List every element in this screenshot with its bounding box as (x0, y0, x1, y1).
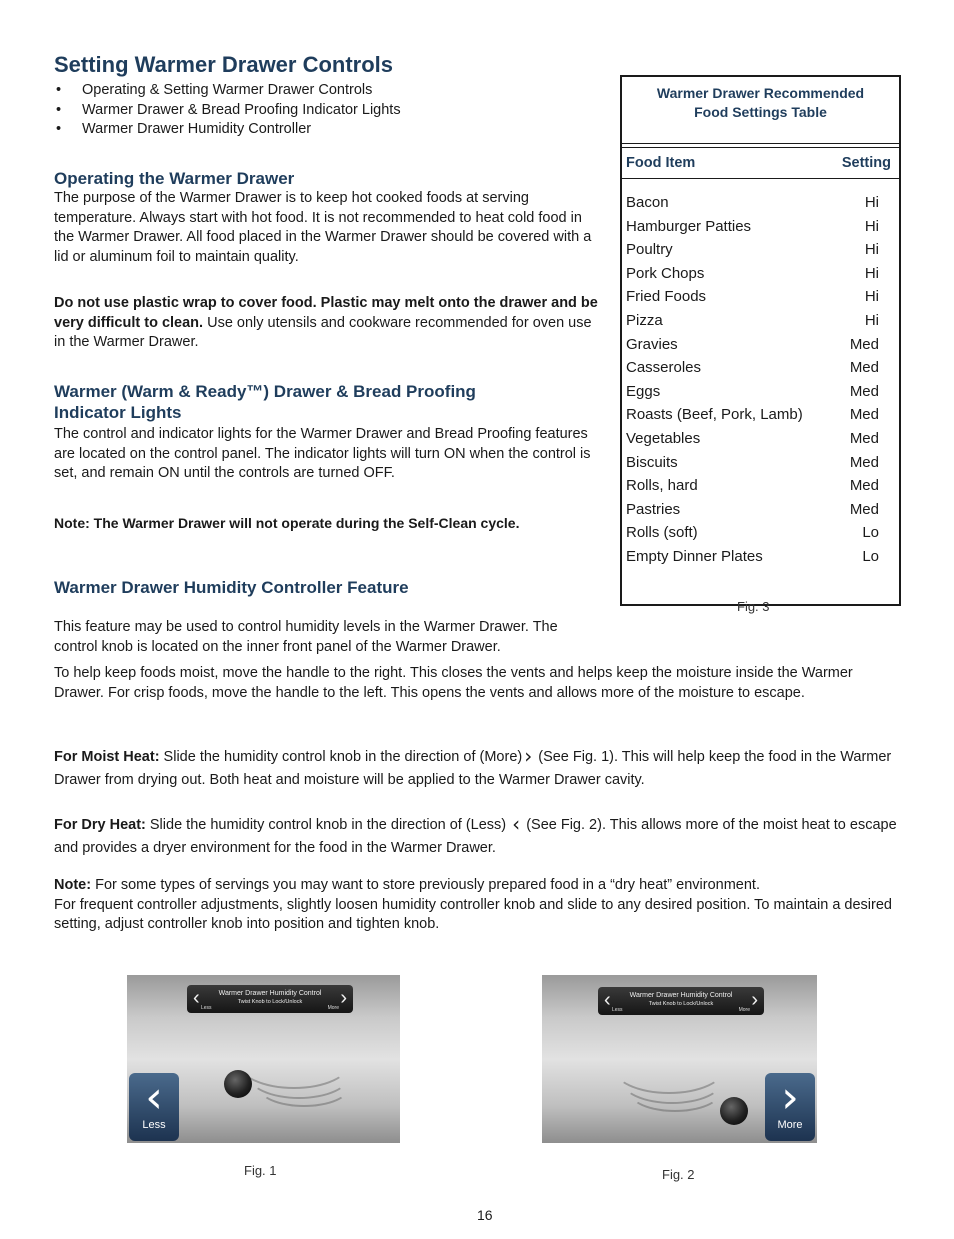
food-item-cell: Rolls, hard (626, 477, 698, 495)
dry-heat-paragraph (54, 813, 914, 860)
setting-cell: Med (849, 382, 879, 400)
fig2-photo (542, 975, 817, 1143)
panel-title: Warmer Drawer Humidity Control (218, 990, 322, 997)
setting-cell: Lo (862, 524, 879, 542)
indicator-paragraph: The control and indicator lights for the Warmer Drawer and Bread Proofing features are located on the control panel. The indicator lights will turn ON when the control is set, and remain ON until the controls are turned OFF. (54, 426, 591, 481)
moist-heat-label: For Moist Heat: (54, 749, 160, 765)
panel-less-label: Less (201, 1005, 212, 1011)
chevron-left-icon: ‹ (145, 1072, 163, 1123)
operating-heading: Operating the Warmer Drawer (54, 169, 295, 188)
setting-cell: Hi (864, 217, 879, 235)
chevron-left-icon: ‹ (193, 987, 200, 1009)
food-item-cell: Roasts (Beef, Pork, Lamb) (626, 406, 803, 424)
setting-cell: Med (849, 335, 879, 353)
indicator-section (54, 381, 606, 484)
moist-heat-paragraph (54, 745, 904, 792)
food-item-cell: Vegetables (626, 429, 701, 447)
more-badge (765, 1073, 815, 1141)
table-row (622, 215, 899, 239)
table-row (622, 498, 899, 522)
food-item-cell: Bacon (626, 194, 669, 211)
operating-paragraph: The purpose of the Warmer Drawer is to keep hot cooked foods at serving temperature. Always start with hot food. It is not recommended to heat cold food in the Warmer Drawer. All food placed in the Warmer Drawer should be covered with a lid or aluminum foil to maintain quality. (54, 190, 592, 265)
food-item-cell: Gravies (626, 335, 678, 353)
control-label-panel (187, 985, 353, 1013)
humidity-knob (224, 1070, 252, 1098)
note-text-2: For frequent controller adjustments, slightly loosen humidity controller knob and slide to any desired position. To maintain a desired setting, adjust controller knob into position and tighten knob. (54, 896, 892, 932)
column-header-setting: Setting (841, 155, 891, 171)
fig3-caption: Fig. 3 (737, 599, 770, 614)
food-settings-table (620, 75, 901, 606)
food-item-cell: Pizza (626, 311, 663, 329)
table-row (622, 403, 899, 427)
setting-cell: Hi (864, 194, 879, 211)
panel-subtitle: Twist Knob to Lock/Unlock (237, 999, 303, 1005)
bullet-item: • Warmer Drawer Humidity Controller (54, 120, 574, 140)
food-item-cell: Eggs (626, 382, 661, 400)
fig2-caption: Fig. 2 (662, 1167, 695, 1182)
chevron-left-icon: ‹ (512, 812, 521, 836)
less-badge (129, 1073, 179, 1141)
table-row (622, 309, 899, 333)
moist-heat-text: Slide the humidity control knob in the direction of (More) (159, 749, 523, 765)
table-row (622, 521, 899, 545)
chevron-right-icon: › (751, 989, 758, 1011)
dry-heat-text: Slide the humidity control knob in the direction of (Less) (145, 817, 511, 833)
vent-slot (628, 1070, 722, 1112)
setting-cell: Med (849, 406, 879, 424)
table-row (622, 427, 899, 451)
panel-less-label: Less (612, 1007, 623, 1013)
table-row (622, 191, 899, 215)
chevron-right-icon: › (340, 987, 347, 1009)
setting-cell: Lo (862, 547, 879, 565)
humidity-heading: Warmer Drawer Humidity Controller Feature (54, 578, 409, 597)
page-number: 16 (477, 1207, 493, 1223)
column-header-food: Food Item (626, 155, 696, 171)
food-item-cell: Fried Foods (626, 288, 707, 306)
fig1-photo (127, 975, 400, 1143)
table-row (622, 333, 899, 357)
page-title: Setting Warmer Drawer Controls (54, 52, 394, 77)
humidity-paragraph-1: This feature may be used to control humidity levels in the Warmer Drawer. The control knob is located on the inner front panel of the Warmer Drawer. (54, 619, 558, 655)
food-item-cell: Biscuits (626, 453, 678, 471)
panel-subtitle: Twist Knob to Lock/Unlock (648, 1001, 714, 1007)
section-bullet-list (54, 81, 574, 140)
less-badge-label: Less (142, 1119, 166, 1131)
more-badge-label: More (777, 1119, 803, 1131)
setting-cell: Hi (864, 288, 879, 306)
moist-heat-text-cont: (See Fig. 1). This will help keep the food in the Warmer Drawer from drying out. Both heat and moisture will be applied to the Warmer Drawer cavity. (54, 749, 892, 788)
table-row (622, 451, 899, 475)
indicator-heading-line1: Warmer (Warm & Ready™) Drawer & Bread Proofing (54, 382, 476, 401)
setting-cell: Med (849, 500, 879, 518)
control-label-panel (598, 987, 764, 1015)
note-text: For some types of servings you may want to store previously prepared food in a “dry heat” environment. (91, 877, 760, 893)
setting-cell: Hi (864, 311, 879, 329)
panel-title: Warmer Drawer Humidity Control (629, 992, 733, 999)
fig1-caption: Fig. 1 (244, 1163, 277, 1178)
setting-cell: Med (849, 453, 879, 471)
warning-text: Use only utensils and cookware recommended for oven use in the Warmer Drawer. (54, 314, 592, 350)
table-caption (622, 77, 899, 144)
table-row (622, 380, 899, 404)
table-row (622, 262, 899, 286)
table-row (622, 238, 899, 262)
bullet-item: • Operating & Setting Warmer Drawer Controls (54, 81, 574, 101)
panel-more-label: More (738, 1007, 750, 1013)
table-caption-line2: Food Settings Table (694, 104, 827, 120)
table-header (622, 147, 899, 179)
food-item-cell: Empty Dinner Plates (626, 547, 763, 565)
table-body (622, 179, 899, 569)
operating-section (54, 168, 602, 267)
humidity-note (54, 876, 909, 935)
bullet-item: • Warmer Drawer & Bread Proofing Indicator Lights (54, 101, 574, 121)
table-row (622, 545, 899, 569)
self-clean-note: Note: The Warmer Drawer will not operate during the Self-Clean cycle. (54, 515, 520, 531)
table-row (622, 474, 899, 498)
chevron-left-icon: ‹ (604, 989, 611, 1011)
setting-cell: Hi (864, 264, 879, 282)
dry-heat-label: For Dry Heat: (54, 817, 146, 833)
dry-heat-text-cont: (See Fig. 2). This allows more of the moist heat to escape and provides a dryer environment for the food in the Warmer Drawer. (54, 817, 897, 856)
panel-more-label: More (327, 1005, 339, 1011)
setting-cell: Hi (864, 241, 879, 259)
setting-cell: Med (849, 477, 879, 495)
plastic-wrap-warning (54, 294, 606, 353)
warning-bold-text: Do not use plastic wrap to cover food. Plastic may melt onto the drawer and be very difficult to clean. (54, 295, 598, 331)
setting-cell: Med (849, 429, 879, 447)
food-item-cell: Pork Chops (626, 264, 705, 282)
food-item-cell: Pastries (626, 500, 681, 518)
setting-cell: Med (849, 359, 879, 377)
food-item-cell: Hamburger Patties (626, 217, 752, 235)
humidity-paragraph-2: To help keep foods moist, move the handle to the right. This closes the vents and helps keep the moisture inside the Warmer Drawer. For crisp foods, move the handle to the left. This opens the vents and allows more of the moisture to escape. (54, 665, 853, 701)
vent-slot (257, 1065, 351, 1107)
table-caption-line1: Warmer Drawer Recommended (656, 85, 865, 101)
food-item-cell: Poultry (626, 241, 673, 259)
table-row (622, 356, 899, 380)
chevron-right-icon: › (781, 1072, 799, 1123)
table-row (622, 285, 899, 309)
food-item-cell: Casseroles (626, 359, 702, 377)
note-label: Note: (54, 877, 92, 893)
food-item-cell: Rolls (soft) (626, 524, 698, 542)
humidity-knob (720, 1097, 748, 1125)
indicator-heading-line2: Indicator Lights (54, 403, 182, 422)
chevron-right-icon: › (524, 744, 533, 768)
